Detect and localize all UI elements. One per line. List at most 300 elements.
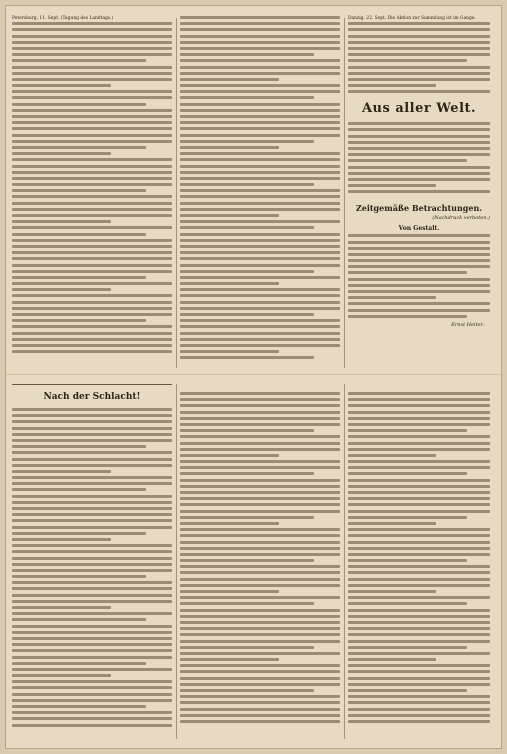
text-line (348, 90, 490, 93)
text-line (348, 435, 490, 438)
text-line (348, 621, 490, 624)
text-line (180, 220, 340, 223)
column-divider (176, 384, 177, 739)
text-line (348, 404, 490, 407)
text-line (348, 627, 490, 630)
text-line (180, 584, 340, 587)
text-line (12, 427, 172, 430)
text-line (348, 615, 490, 618)
text-line (12, 121, 172, 124)
text-line (348, 47, 490, 50)
text-line (180, 689, 314, 692)
text-line (12, 643, 172, 646)
lower-column-2 (180, 392, 340, 726)
text-line (348, 28, 490, 31)
text-line (12, 152, 111, 155)
text-line (12, 501, 172, 504)
text-line (348, 701, 490, 704)
text-line (12, 288, 111, 291)
text-line (12, 717, 172, 720)
text-line (348, 442, 490, 445)
text-line (348, 720, 490, 723)
text-line (348, 417, 490, 420)
text-line (12, 115, 172, 118)
text-line (348, 596, 490, 599)
text-line (12, 78, 172, 81)
text-line (348, 553, 490, 556)
text-line (348, 41, 490, 44)
text-line (348, 290, 490, 293)
text-line (12, 140, 172, 143)
text-line (348, 22, 490, 25)
text-line (348, 398, 490, 401)
text-line (180, 22, 340, 25)
text-line (348, 652, 490, 655)
text-line (12, 103, 146, 106)
text-line (348, 503, 490, 506)
text-line (12, 662, 146, 665)
text-line (12, 705, 146, 708)
text-line (180, 72, 340, 75)
text-line (348, 128, 490, 131)
text-line (180, 633, 340, 636)
text-line (12, 631, 172, 634)
text-line (12, 532, 146, 535)
text-line (12, 470, 111, 473)
text-line (348, 172, 490, 175)
text-line (12, 301, 172, 304)
text-line (180, 541, 340, 544)
text-line (12, 656, 172, 659)
text-line (12, 338, 172, 341)
section-rule (12, 384, 172, 385)
text-line (12, 251, 172, 254)
text-line (12, 195, 172, 198)
text-line (348, 247, 490, 250)
text-line (12, 464, 172, 467)
text-line (348, 590, 436, 593)
text-line (180, 479, 340, 482)
text-line (348, 184, 436, 187)
column-divider (344, 384, 345, 739)
text-line (348, 565, 490, 568)
upper-column-2 (180, 16, 340, 363)
text-line (12, 28, 172, 31)
text-line (12, 276, 146, 279)
reprint-note: (Nachdruck verboten.) (432, 215, 490, 222)
text-line (348, 485, 490, 488)
text-line (348, 284, 490, 287)
text-line (348, 122, 490, 125)
text-line (348, 479, 490, 482)
text-line (180, 282, 279, 285)
text-line (180, 251, 340, 254)
text-line (348, 253, 490, 256)
text-line (12, 526, 172, 529)
text-line (348, 190, 490, 193)
text-line (180, 503, 340, 506)
text-line (348, 683, 490, 686)
text-line (180, 646, 314, 649)
text-line (12, 414, 172, 417)
text-line (348, 646, 467, 649)
text-line (12, 214, 172, 217)
text-line (180, 522, 279, 525)
text-line (180, 596, 340, 599)
text-line (180, 497, 340, 500)
text-line (180, 472, 314, 475)
text-line (180, 627, 340, 630)
text-line (12, 507, 172, 510)
text-line (12, 519, 172, 522)
text-line (12, 220, 111, 223)
text-line (12, 226, 172, 229)
text-line (180, 90, 340, 93)
text-line (12, 476, 172, 479)
text-line (12, 165, 172, 168)
text-line (348, 35, 490, 38)
text-line (12, 325, 172, 328)
text-line (180, 319, 340, 322)
text-line (180, 344, 340, 347)
text-line (180, 294, 340, 297)
poem-title: Von Gestalt. (398, 225, 440, 233)
text-line (348, 78, 490, 81)
text-line (180, 245, 340, 248)
text-line (348, 522, 436, 525)
text-line (180, 670, 340, 673)
text-line (180, 127, 340, 130)
text-line (180, 214, 279, 217)
text-line (180, 356, 314, 359)
upper-column-3 (348, 16, 490, 328)
text-line (348, 411, 490, 414)
text-line (12, 575, 146, 578)
text-line (180, 165, 340, 168)
text-line (12, 313, 172, 316)
text-line (12, 257, 172, 260)
text-line (12, 294, 172, 297)
text-line (12, 495, 172, 498)
text-line (348, 516, 467, 519)
text-line (180, 59, 340, 62)
text-line (180, 208, 340, 211)
text-line (12, 66, 172, 69)
text-line (180, 602, 314, 605)
text-line (348, 658, 436, 661)
text-line (12, 451, 172, 454)
text-line (180, 454, 279, 457)
text-line (12, 513, 172, 516)
text-line (180, 664, 340, 667)
text-line (180, 398, 340, 401)
text-line (12, 699, 172, 702)
text-line (12, 239, 172, 242)
text-line (180, 325, 340, 328)
lower-section-heading: Nach der Schlacht! (43, 392, 141, 402)
lower-column-3 (348, 392, 490, 726)
text-line (348, 135, 490, 138)
text-line (12, 90, 172, 93)
text-line (348, 578, 490, 581)
text-line (12, 319, 146, 322)
text-line (12, 146, 146, 149)
text-line (12, 649, 172, 652)
page-fold (6, 374, 501, 376)
text-line (348, 547, 490, 550)
text-line (180, 264, 340, 267)
text-line (180, 146, 279, 149)
text-line (348, 541, 490, 544)
text-line (348, 571, 490, 574)
text-line (12, 488, 146, 491)
text-line (180, 485, 340, 488)
text-line (348, 689, 467, 692)
text-line (12, 618, 146, 621)
text-line (12, 439, 172, 442)
text-line (348, 491, 490, 494)
text-line (180, 528, 340, 531)
text-line (12, 208, 172, 211)
text-line (180, 559, 314, 562)
text-line (12, 420, 172, 423)
column-divider (176, 18, 177, 368)
text-line (12, 668, 172, 671)
text-line (12, 612, 172, 615)
text-line (348, 278, 490, 281)
text-line (180, 239, 340, 242)
text-line (12, 445, 146, 448)
text-line (12, 569, 172, 572)
text-line (12, 563, 172, 566)
article-lead: Petersburg, 11. Sept. (Tagung des Landtags.) (12, 16, 114, 21)
text-line (348, 510, 490, 513)
text-line (12, 544, 172, 547)
text-line (348, 302, 490, 305)
text-line (348, 315, 467, 318)
text-line (180, 257, 340, 260)
text-line (180, 103, 340, 106)
text-line (180, 658, 279, 661)
text-line (180, 41, 340, 44)
text-line (180, 683, 340, 686)
text-line (12, 233, 146, 236)
text-line (12, 458, 172, 461)
text-line (180, 695, 340, 698)
text-line (180, 534, 340, 537)
text-line (348, 429, 467, 432)
subsection-heading: Zeitgemäße Betrachtungen. (355, 203, 483, 214)
text-line (348, 241, 490, 244)
text-line (348, 677, 490, 680)
text-line (12, 724, 172, 727)
text-line (12, 680, 172, 683)
text-line (180, 640, 340, 643)
text-line (12, 625, 172, 628)
text-line (12, 433, 172, 436)
author-signature: Ernst Heiter. (451, 321, 484, 328)
upper-column-1 (12, 16, 172, 356)
text-line (348, 178, 490, 181)
text-line (180, 466, 340, 469)
text-line (348, 234, 490, 237)
text-line (348, 259, 490, 262)
text-line (12, 189, 146, 192)
text-line (180, 171, 340, 174)
text-line (348, 141, 490, 144)
text-line (12, 606, 111, 609)
text-line (180, 701, 340, 704)
text-line (348, 392, 490, 395)
text-line (180, 460, 340, 463)
text-line (348, 84, 436, 87)
text-line (12, 332, 172, 335)
text-line (348, 714, 490, 717)
text-line (348, 497, 490, 500)
text-line (12, 171, 172, 174)
text-line (348, 640, 490, 643)
text-line (180, 547, 340, 550)
text-line (348, 460, 490, 463)
text-line (12, 344, 172, 347)
text-line (180, 652, 340, 655)
article-lead: Danzig, 22. Sept. Die Aktion zur Sammlung ist im Gange. (348, 16, 476, 21)
text-line (180, 301, 340, 304)
text-line (12, 53, 172, 56)
text-line (180, 276, 340, 279)
text-line (180, 270, 314, 273)
text-line (348, 448, 490, 451)
text-line (180, 47, 340, 50)
text-line (12, 96, 172, 99)
text-line (180, 417, 340, 420)
text-line (180, 177, 340, 180)
text-line (348, 153, 490, 156)
text-line (348, 265, 490, 268)
text-line (180, 66, 340, 69)
text-line (12, 41, 172, 44)
text-line (180, 404, 340, 407)
text-line (12, 408, 172, 411)
text-line (180, 677, 340, 680)
text-line (348, 602, 467, 605)
text-line (348, 309, 490, 312)
text-line (348, 66, 490, 69)
text-line (12, 674, 111, 677)
text-line (180, 35, 340, 38)
text-line (348, 670, 490, 673)
text-line (12, 550, 172, 553)
text-line (12, 600, 172, 603)
text-line (12, 22, 172, 25)
text-line (348, 472, 467, 475)
text-line (180, 621, 340, 624)
text-line (12, 482, 172, 485)
text-line (348, 466, 490, 469)
text-line (180, 442, 340, 445)
text-line (180, 510, 340, 513)
text-line (12, 84, 111, 87)
text-line (348, 695, 490, 698)
text-line (348, 584, 490, 587)
text-line (12, 686, 172, 689)
text-line (180, 565, 340, 568)
text-line (12, 270, 172, 273)
text-line (348, 534, 490, 537)
text-line (12, 158, 172, 161)
text-line (12, 307, 172, 310)
text-line (348, 72, 490, 75)
text-line (12, 581, 172, 584)
text-line (180, 411, 340, 414)
text-line (180, 226, 314, 229)
text-line (12, 711, 172, 714)
text-line (180, 448, 340, 451)
text-line (180, 350, 279, 353)
text-line (348, 664, 490, 667)
text-line (180, 516, 314, 519)
text-line (180, 435, 340, 438)
text-line (180, 338, 340, 341)
text-line (180, 152, 340, 155)
text-line (12, 59, 146, 62)
text-line (180, 708, 340, 711)
section-heading: Aus aller Welt. (361, 101, 477, 117)
text-line (12, 350, 172, 353)
text-line (348, 633, 490, 636)
text-line (180, 429, 314, 432)
text-line (12, 202, 172, 205)
text-line (12, 557, 172, 560)
text-line (180, 720, 340, 723)
text-line (12, 109, 172, 112)
text-line (180, 491, 340, 494)
text-line (180, 84, 340, 87)
text-line (180, 590, 279, 593)
text-line (348, 423, 490, 426)
text-line (12, 245, 172, 248)
text-line (180, 307, 340, 310)
text-line (12, 264, 172, 267)
text-line (180, 158, 340, 161)
text-line (180, 288, 340, 291)
text-line (348, 159, 467, 162)
text-line (348, 59, 467, 62)
text-line (180, 16, 340, 19)
text-line (12, 594, 172, 597)
text-line (180, 121, 340, 124)
text-line (180, 189, 340, 192)
text-line (12, 183, 172, 186)
text-line (12, 538, 111, 541)
text-line (180, 615, 340, 618)
text-line (12, 127, 172, 130)
text-line (180, 195, 340, 198)
text-line (180, 571, 340, 574)
text-line (12, 35, 172, 38)
text-line (180, 332, 340, 335)
text-line (12, 637, 172, 640)
text-line (180, 714, 340, 717)
text-line (180, 78, 279, 81)
text-line (348, 147, 490, 150)
text-line (348, 454, 436, 457)
text-line (180, 140, 314, 143)
text-line (180, 53, 314, 56)
text-line (12, 47, 172, 50)
column-divider (344, 18, 345, 368)
text-line (12, 282, 172, 285)
